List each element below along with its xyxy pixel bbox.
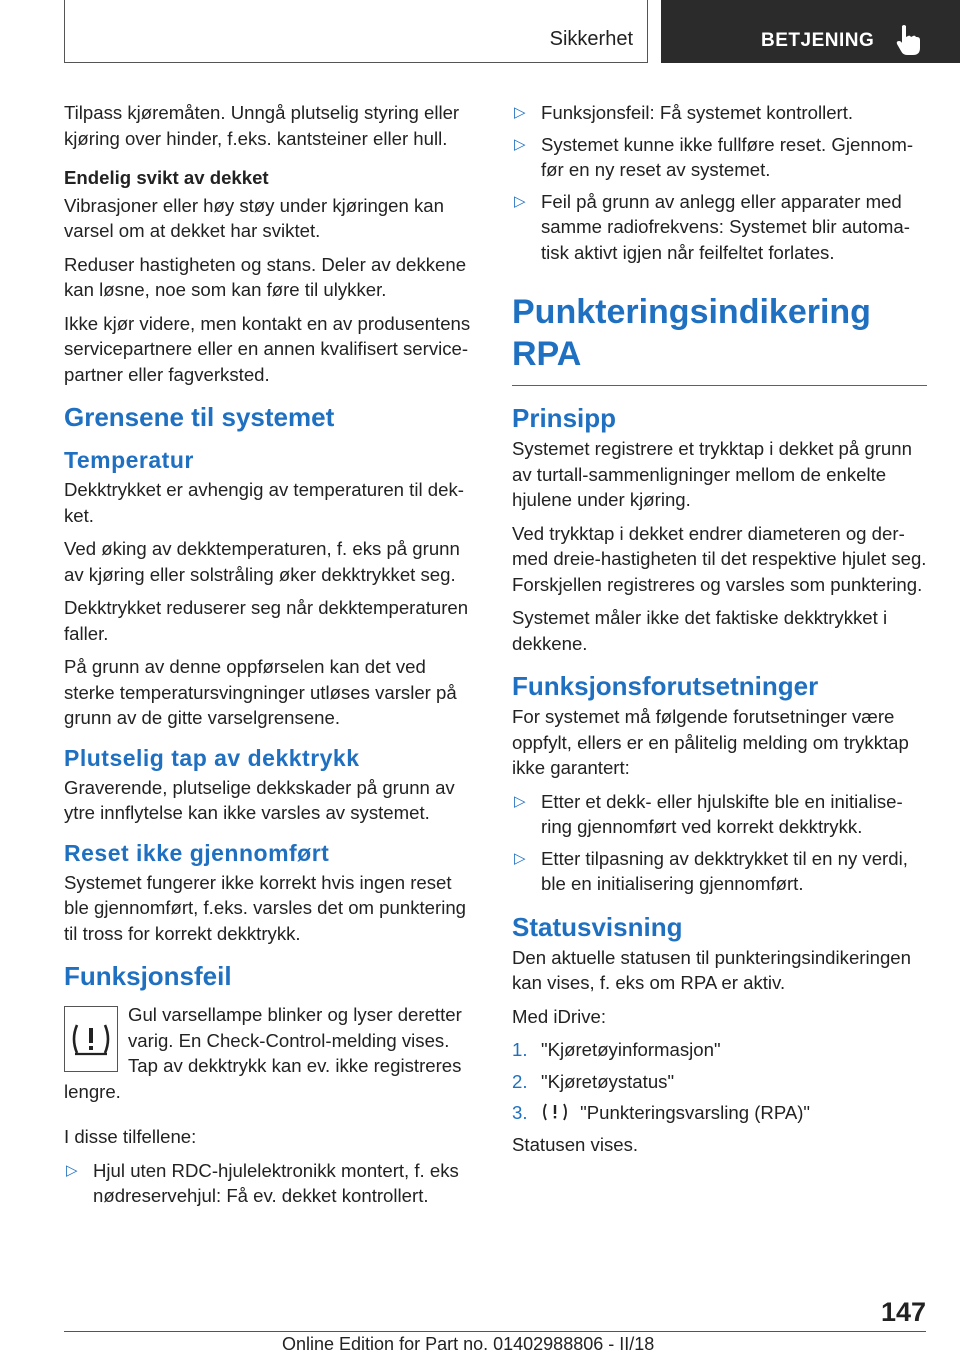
status-display-heading: Statusvisning: [512, 911, 683, 942]
left-column: [64, 100, 479, 1215]
right-column: [512, 100, 927, 1165]
pointing-hand-icon: [895, 24, 921, 56]
list-item: ▷ Feil på grunn av anlegg eller apparater med samme radiofrekvens: Systemet blir automatisk aktivt igjen når feilfeltet forlates.: [514, 190, 910, 263]
principle-heading: Prinsipp: [512, 403, 617, 433]
temperature-paragraph-1: Dekktrykket er avhengig av temperaturen til dekket.: [64, 479, 464, 526]
status-display-paragraph: Den aktuelle statusen til punkteringsindikeringen kan vises, f. eks om RPA er aktiv.: [512, 946, 911, 993]
system-limits-heading: Grensene til systemet: [64, 402, 335, 432]
malfunction-paragraph: Gul varsellampe blinker og lyser deretter varig. En Check-Control-melding vises. Tap av dekktrykk kan ev. ikke registreres lengre.: [64, 1004, 462, 1102]
status-shown-text: Statusen vises.: [512, 1133, 639, 1155]
principle-paragraph-2: Ved trykktap i dekket endrer diameteren og dermed dreie-hastigheten til det respektive hjulet seg. Forskjellen registreres og varsles som punktering.: [512, 522, 927, 595]
list-item: ▷ Hjul uten RDC-hjulelektronikk montert, f. eks nødreservehjul: Få ev. dekket kontrollert.: [66, 1159, 459, 1206]
temperature-paragraph-4: På grunn av denne oppførselen kan det ved sterke temperatursvingninger utløses varsler på grunn av de gitte varselgrensene.: [64, 656, 457, 728]
reset-paragraph: Systemet fungerer ikke korrekt hvis ingen reset ble gjennomført, f.eks. varsles det om punktering til tross for korrekt dekktrykk.: [64, 871, 467, 944]
tire-pressure-warning-icon: [541, 1102, 569, 1122]
principle-paragraph-3: Systemet måler ikke det faktiske dekktrykket i dekkene.: [512, 607, 888, 654]
header-chapter-tab: [661, 0, 960, 63]
step-number: 2.: [512, 1070, 528, 1092]
rpa-chapter-heading: Punkteringsindikering RPA: [512, 291, 927, 386]
idrive-steps-list: [512, 1037, 927, 1126]
header-section-title: Sikkerhet: [549, 28, 633, 50]
header-section-box: [64, 0, 648, 63]
list-item: 3. "Punkteringsvarsling (RPA)": [512, 1100, 927, 1126]
footer-edition-text: Online Edition for Part no. 01402988806 - II/18: [282, 1334, 655, 1354]
tire-failure-heading: Endelig svikt av dekket: [64, 167, 269, 188]
list-item: ▷ Funksjonsfeil: Få systemet kontrollert.: [512, 100, 927, 126]
pressure-loss-heading: Plutselig tap av dekktrykk: [64, 744, 360, 771]
tire-pressure-warning-icon: [64, 1006, 118, 1072]
header-chapter-title: BETJENING: [761, 30, 875, 51]
triangle-bullet-icon: ▷: [514, 792, 526, 810]
idrive-intro: Med iDrive:: [512, 1005, 607, 1027]
triangle-bullet-icon: ▷: [66, 1161, 78, 1179]
list-item: 1. "Kjøretøyinformasjon": [512, 1037, 927, 1063]
tire-failure-paragraph-2: Reduser hastigheten og stans. Deler av dekkene kan løsne, noe som kan føre til ulykker.: [64, 253, 467, 300]
list-item: 2. "Kjøretøystatus": [512, 1069, 927, 1095]
page-number: 147: [880, 1297, 926, 1327]
footer-divider: [64, 1331, 926, 1332]
step-number: 1.: [512, 1039, 528, 1060]
intro-paragraph: Tilpass kjøremåten. Unngå plutselig styring eller kjøring over hinder, f.eks. kantsteiner eller hull.: [64, 102, 460, 149]
temperature-heading: Temperatur: [64, 447, 194, 473]
malfunction-block: [64, 1002, 479, 1112]
cases-intro: I disse tilfellene:: [64, 1126, 197, 1147]
reset-heading: Reset ikke gjennomført: [64, 839, 330, 866]
prerequisites-paragraph: For systemet må følgende forutsetninger være oppfylt, ellers er en pålitelig melding om trykktap ikke garantert:: [512, 706, 909, 778]
principle-paragraph-1: Systemet registrere et trykktap i dekket på grunn av turtall-sammenligninger mellom de enkelte hjulene under kjøring.: [512, 438, 912, 510]
list-item: ▷ Systemet kunne ikke fullføre reset. Gjennomfør en ny reset av systemet.: [514, 133, 914, 180]
triangle-bullet-icon: ▷: [514, 192, 526, 210]
temperature-paragraph-3: Dekktrykket reduserer seg når dekktemperaturen faller.: [64, 597, 469, 644]
triangle-bullet-icon: ▷: [514, 849, 526, 867]
step-number: 3.: [512, 1102, 528, 1123]
tire-failure-paragraph-1: Vibrasjoner eller høy støy under kjøringen kan varsel om at dekket har sviktet.: [64, 194, 444, 241]
pressure-loss-paragraph: Graverende, plutselige dekkskader på grunn av ytre innflytelse kan ikke varsles av systemet.: [64, 776, 455, 823]
malfunction-heading: Funksjonsfeil: [64, 961, 232, 991]
triangle-bullet-icon: ▷: [514, 135, 526, 153]
tire-failure-paragraph-3: Ikke kjør videre, men kontakt en av produsentens servicepartnere eller en annen kvalifisert servicepartner eller fagverksted.: [64, 312, 471, 385]
cases-list: [64, 1158, 479, 1209]
prerequisites-list: [512, 789, 927, 897]
temperature-paragraph-2: Ved øking av dekktemperaturen, f. eks på grunn av kjøring eller solstråling øker dekktrykket seg.: [64, 538, 460, 585]
list-item: ▷ Etter tilpasning av dekktrykket til en ny verdi, ble en initialisering gjennomført.: [514, 847, 908, 894]
triangle-bullet-icon: ▷: [514, 104, 526, 121]
prerequisites-heading: Funksjonsforutsetninger: [512, 671, 819, 701]
list-item: ▷ Etter et dekk- eller hjulskifte ble en initialisering gjennomført ved korrekt dekktrykk.: [514, 790, 903, 837]
cases-list-continued: [512, 100, 927, 265]
